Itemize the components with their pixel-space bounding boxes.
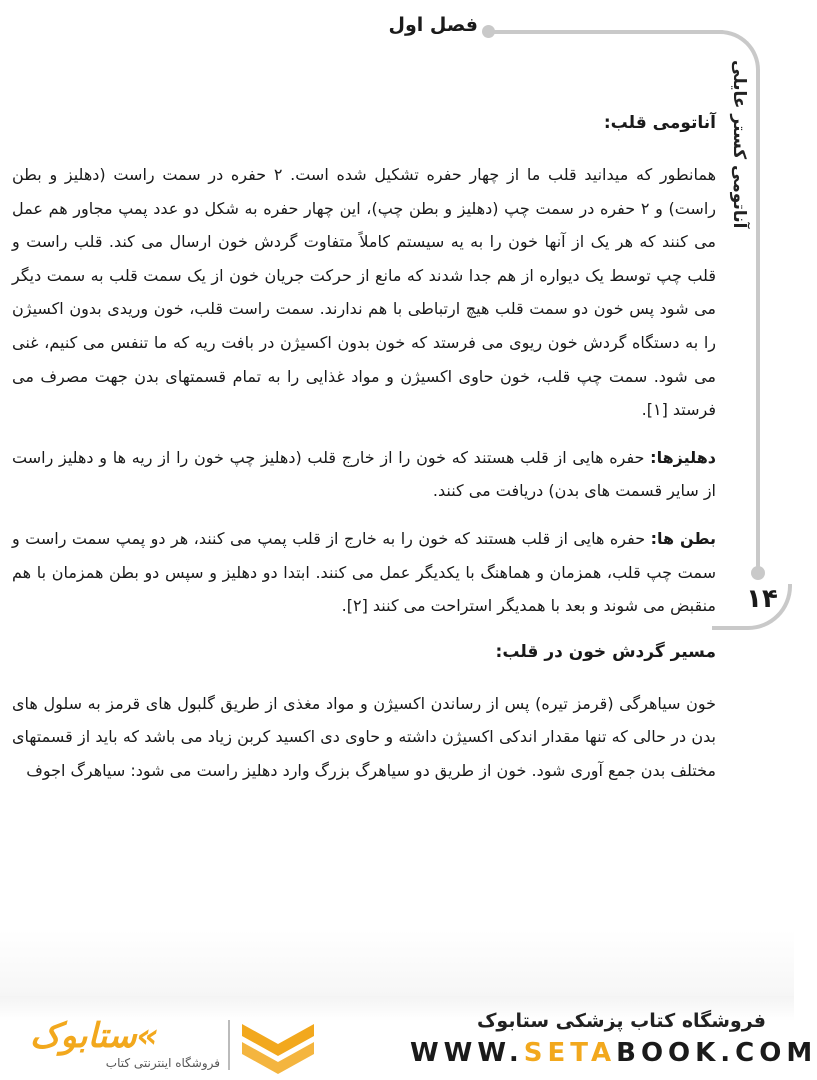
- atria-definition: حفره هایی از قلب هستند که خون را از خارج قلب (دهلیز چپ خون را از ریه ها و دهلیز راست از سایر قسمت های بدن) دریافت می کنند.: [12, 447, 716, 501]
- heading-blood-circulation: مسیر گردش خون در قلب:: [495, 641, 716, 662]
- page-content: [12, 108, 716, 802]
- logo-subtitle: فروشگاه اینترنتی کتاب: [105, 1056, 220, 1070]
- url-suffix: BOOK.COM: [616, 1038, 817, 1068]
- paragraph-atria: [12, 441, 716, 508]
- term-atria: دهلیزها:: [650, 447, 716, 467]
- url-prefix: WWW.: [410, 1038, 524, 1068]
- chapter-title: فصل اول: [388, 14, 478, 36]
- ventricles-definition: حفره هایی از قلب هستند که خون را به خارج از قلب پمپ می کنند، هر دو پمپ سمت راست و سمت چپ قلب، همزمان و هماهنگ با یکدیگر عمل می کنند. ابتدا دو دهلیز و سپس دو بطن همزمان با هم منقبض می شوند و بعد با همدیگر استراحت می کنند [۲].: [12, 528, 716, 616]
- setabook-logo[interactable]: [30, 1006, 320, 1076]
- logo-wordmark: ستابوک«: [30, 1016, 159, 1056]
- side-running-title: آناتومی کستر عایلی: [729, 60, 749, 229]
- paragraph-ventricles: [12, 522, 716, 623]
- paragraph-heart-chambers: همانطور که میدانید قلب ما از چهار حفره تشکیل شده است. ۲ حفره در سمت راست (دهلیز و بطن راست) و ۲ حفره در سمت چپ (دهلیز و بطن چپ)، این چهار حفره به شکل دو عدد پمپ مجاور هم عمل می کنند که هر یک از آنها خون را به یه سیستم کاملاً متفاوت گردش خون ارسال می کند. قلب راست و قلب چپ توسط یک دیواره از هم جدا شدند که مانع از حرکت جریان خون از یک سمت قلب به سمت دیگر می شود پس خون دو سمت قلب هیچ ارتباطی با هم ندارند. سمت راست قلب، خون وریدی بدون اکسیژن را به دستگاه گردش خون ریوی می فرستد که خون بدون اکسیژن در بافت ریه که ما تنفس می کنیم، غنی می شود. سمت چپ قلب، خون حاوی اکسیژن و مواد غذایی را به تمام قسمتهای بدن جهت مصرف می فرستد [۱].: [12, 165, 717, 420]
- page-number: ۱۴: [746, 584, 778, 614]
- logo-separator: [228, 1020, 230, 1070]
- header-line: [484, 30, 724, 34]
- header-dot: [482, 25, 495, 38]
- side-line: [756, 84, 760, 574]
- bottom-fade: [0, 930, 794, 1000]
- url-accent: SETA: [523, 1038, 617, 1068]
- term-ventricles: بطن ها:: [650, 528, 717, 548]
- paragraph-circulation: خون سیاهرگی (قرمز تیره) پس از رساندن اکسیژن و مواد مغذی از طریق گلبول های قرمز به سلول های بدن در حالی که تنها مقدار اندکی اکسیژن داشته و حاوی دی اکسید کربن زیاد می باشد که باید از قسمتهای مختلف بدن جمع آوری شود. خون از طریق دو سیاهرگ بزرگ وارد دهلیز راست می شود: سیاهرگ اجوف: [12, 693, 716, 780]
- store-url[interactable]: [410, 1038, 817, 1074]
- store-name: فروشگاه کتاب پزشکی ستابوک: [476, 1010, 766, 1032]
- book-emblem-icon: [238, 1014, 318, 1074]
- side-dot: [751, 566, 765, 580]
- heading-heart-anatomy: آناتومی قلب:: [603, 113, 716, 133]
